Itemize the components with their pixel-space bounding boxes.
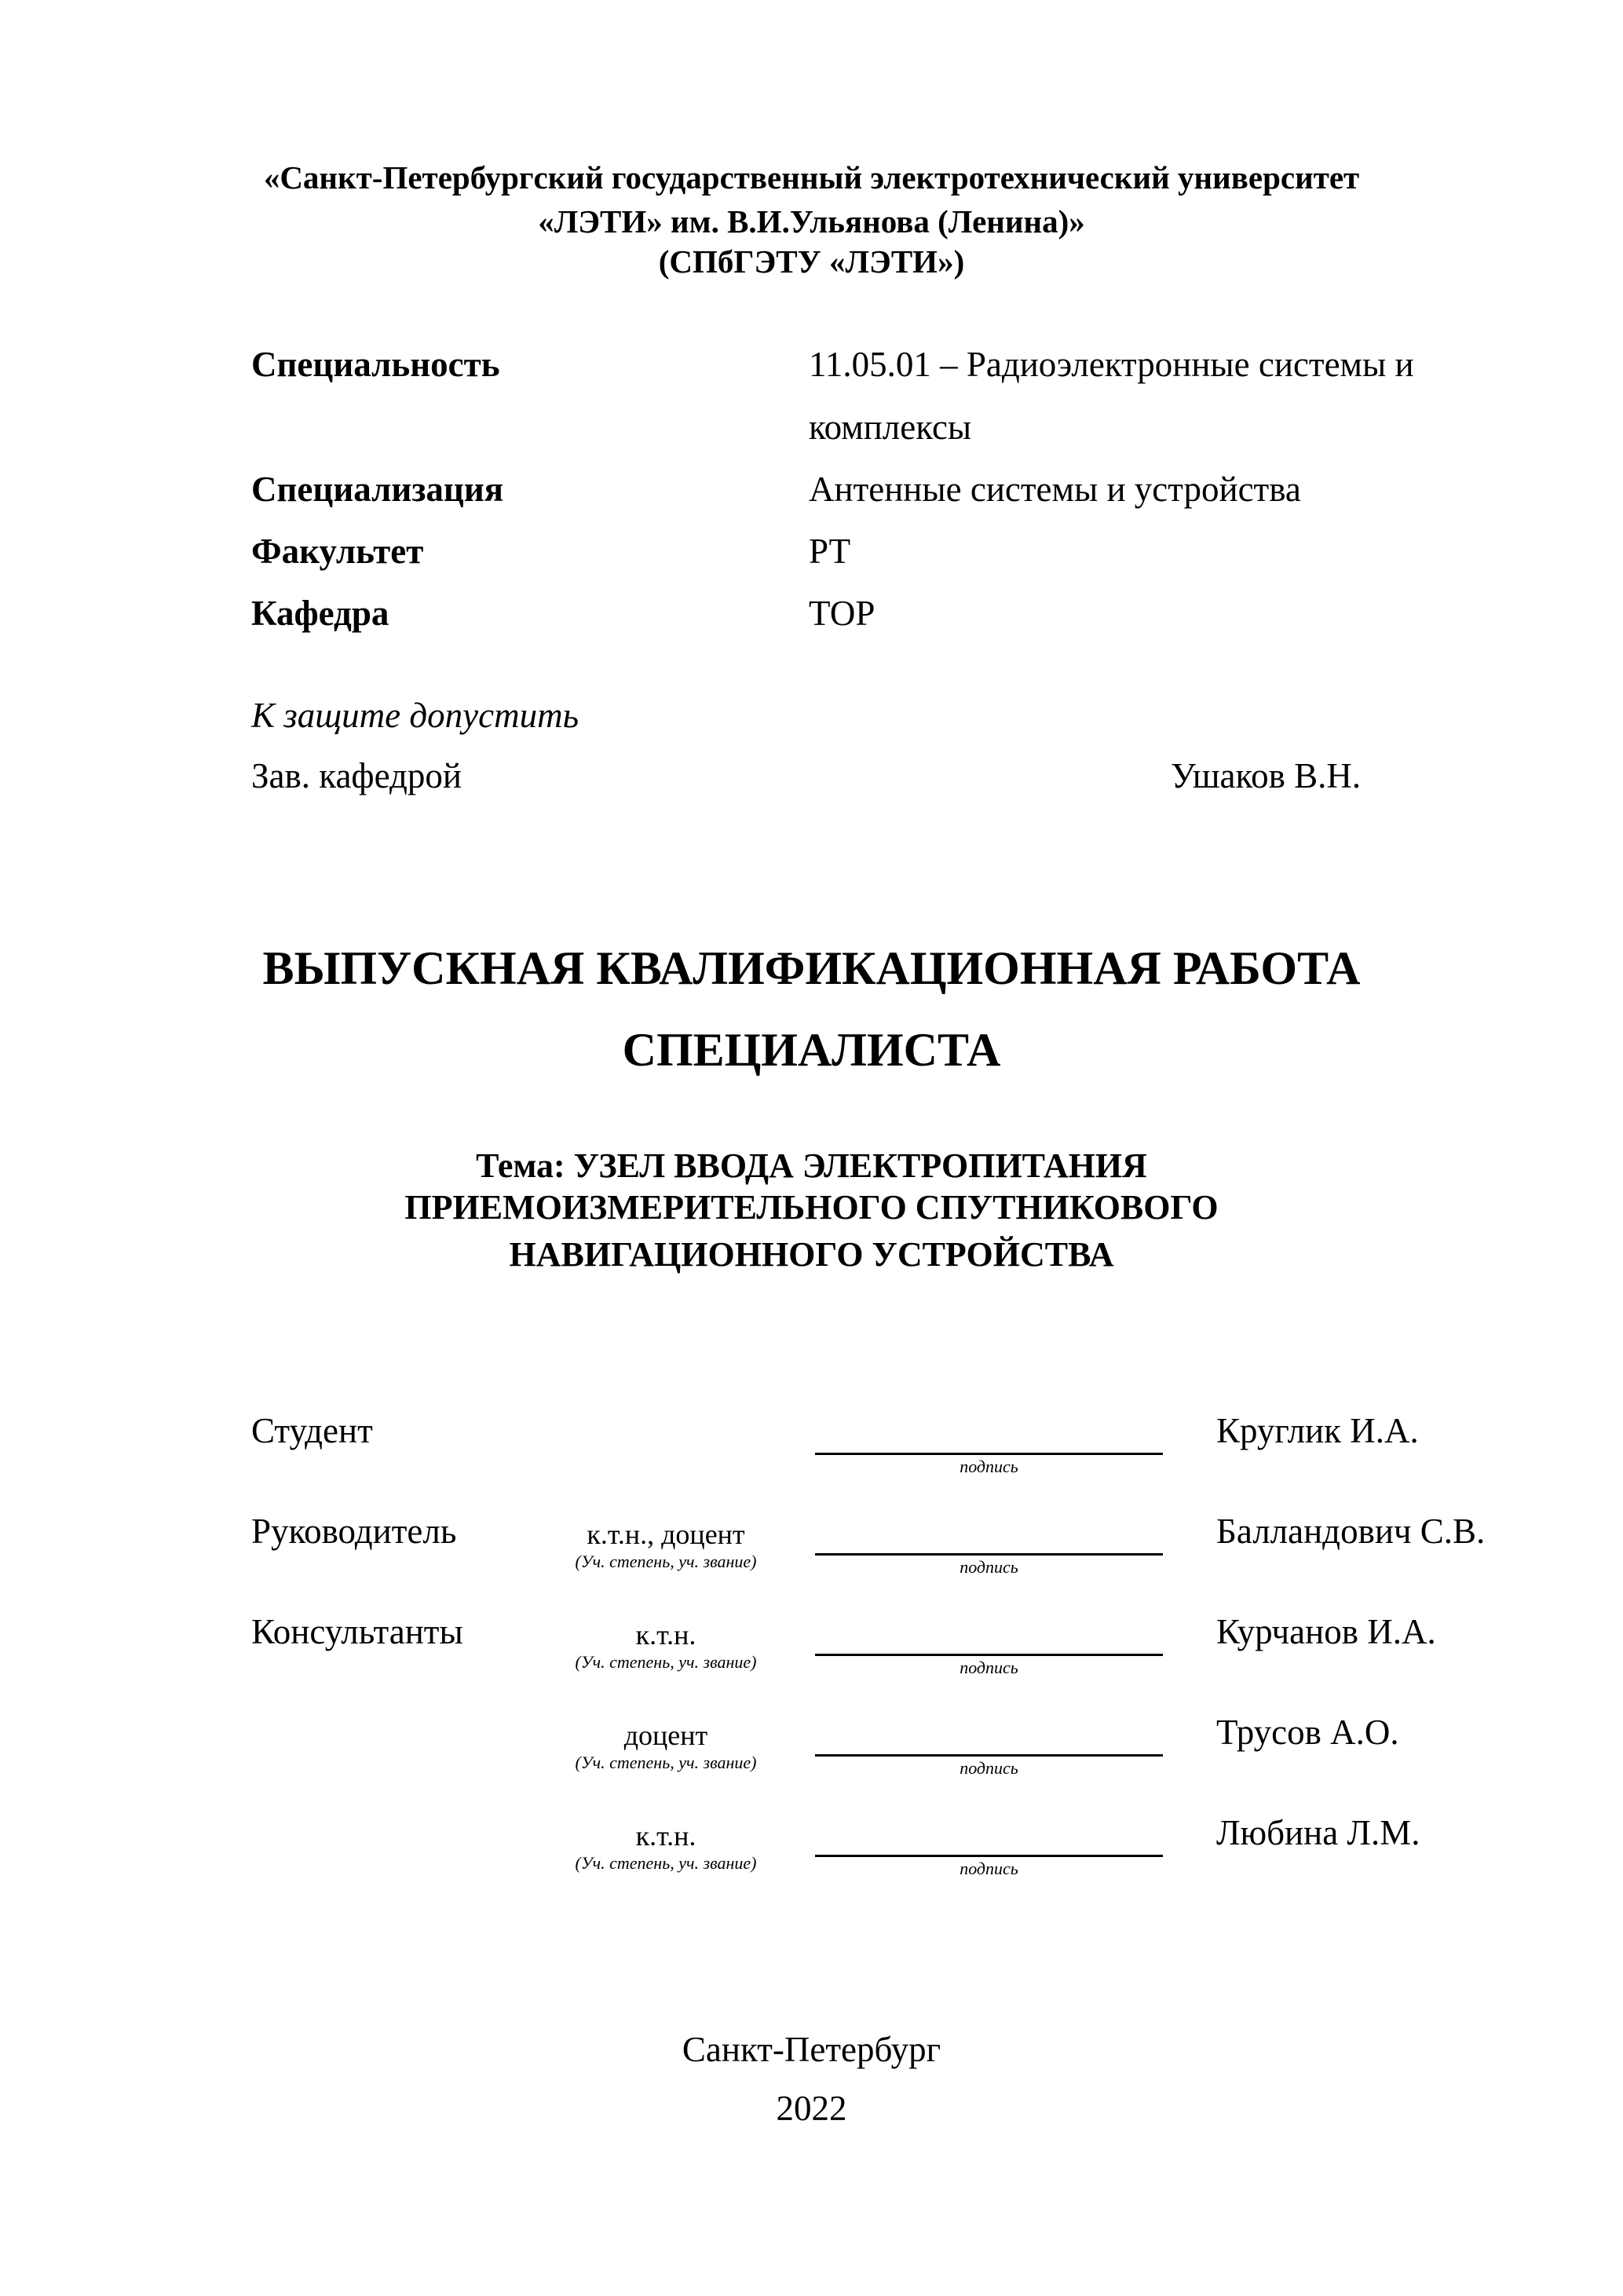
signature-line	[815, 1553, 1163, 1556]
specialty-value-cont: комплексы	[809, 408, 972, 447]
signature-line	[815, 1855, 1163, 1857]
head-of-department-name: Ушаков В.Н.	[1171, 756, 1362, 795]
city: Санкт-Петербург	[682, 2030, 941, 2069]
specialty-label: Специальность	[251, 345, 500, 384]
university-name-line1: «Санкт-Петербургский государственный электротехнический университет	[263, 159, 1360, 196]
approval-label: К защите допустить	[251, 696, 579, 735]
signature-role: Руководитель	[251, 1512, 457, 1551]
degree-hint: (Уч. степень, уч. звание)	[575, 1652, 757, 1672]
academic-degree: доцент	[623, 1720, 708, 1751]
signature-hint: подпись	[960, 1457, 1018, 1476]
degree-hint: (Уч. степень, уч. звание)	[575, 1753, 757, 1772]
year: 2022	[776, 2089, 847, 2128]
university-abbreviation: (СПбГЭТУ «ЛЭТИ»)	[658, 243, 965, 280]
signature-role: Консультанты	[251, 1612, 463, 1651]
signature-hint: подпись	[960, 1859, 1018, 1878]
theme-line3: НАВИГАЦИОННОГО УСТРОЙСТВА	[509, 1235, 1114, 1274]
signature-line	[815, 1654, 1163, 1656]
signature-hint: подпись	[960, 1658, 1018, 1677]
signature-hint: подпись	[960, 1557, 1018, 1577]
faculty-label: Факультет	[251, 532, 424, 571]
signatory-name: Курчанов И.А.	[1216, 1612, 1436, 1651]
theme-line2: ПРИЕМОИЗМЕРИТЕЛЬНОГО СПУТНИКОВОГО	[404, 1188, 1219, 1227]
signature-line	[815, 1453, 1163, 1455]
academic-degree: к.т.н., доцент	[587, 1519, 745, 1550]
signature-line	[815, 1754, 1163, 1757]
university-name-line2: «ЛЭТИ» им. В.И.Ульянова (Ленина)»	[538, 203, 1085, 239]
document-title-line1: ВЫПУСКНАЯ КВАЛИФИКАЦИОННАЯ РАБОТА	[262, 942, 1361, 994]
degree-hint: (Уч. степень, уч. звание)	[575, 1552, 757, 1571]
specialization-value: Антенные системы и устройства	[809, 470, 1301, 509]
signature-role: Студент	[251, 1411, 373, 1450]
document-title-line2: СПЕЦИАЛИСТА	[622, 1024, 1001, 1076]
signatory-name: Круглик И.А.	[1216, 1411, 1419, 1450]
academic-degree: к.т.н.	[635, 1820, 696, 1852]
signatory-name: Балландович С.В.	[1216, 1512, 1486, 1551]
degree-hint: (Уч. степень, уч. звание)	[575, 1853, 757, 1873]
faculty-value: РТ	[809, 532, 851, 571]
specialization-label: Специализация	[251, 470, 504, 509]
theme-line1: Тема: УЗЕЛ ВВОДА ЭЛЕКТРОПИТАНИЯ	[476, 1146, 1147, 1185]
signature-hint: подпись	[960, 1758, 1018, 1778]
signatory-name: Трусов А.О.	[1216, 1713, 1399, 1752]
department-value: ТОР	[809, 594, 875, 633]
specialty-value: 11.05.01 – Радиоэлектронные системы и	[809, 345, 1414, 384]
head-of-department-label: Зав. кафедрой	[251, 756, 462, 795]
department-label: Кафедра	[251, 594, 389, 633]
signatory-name: Любина Л.М.	[1216, 1813, 1420, 1852]
academic-degree: к.т.н.	[635, 1619, 696, 1651]
